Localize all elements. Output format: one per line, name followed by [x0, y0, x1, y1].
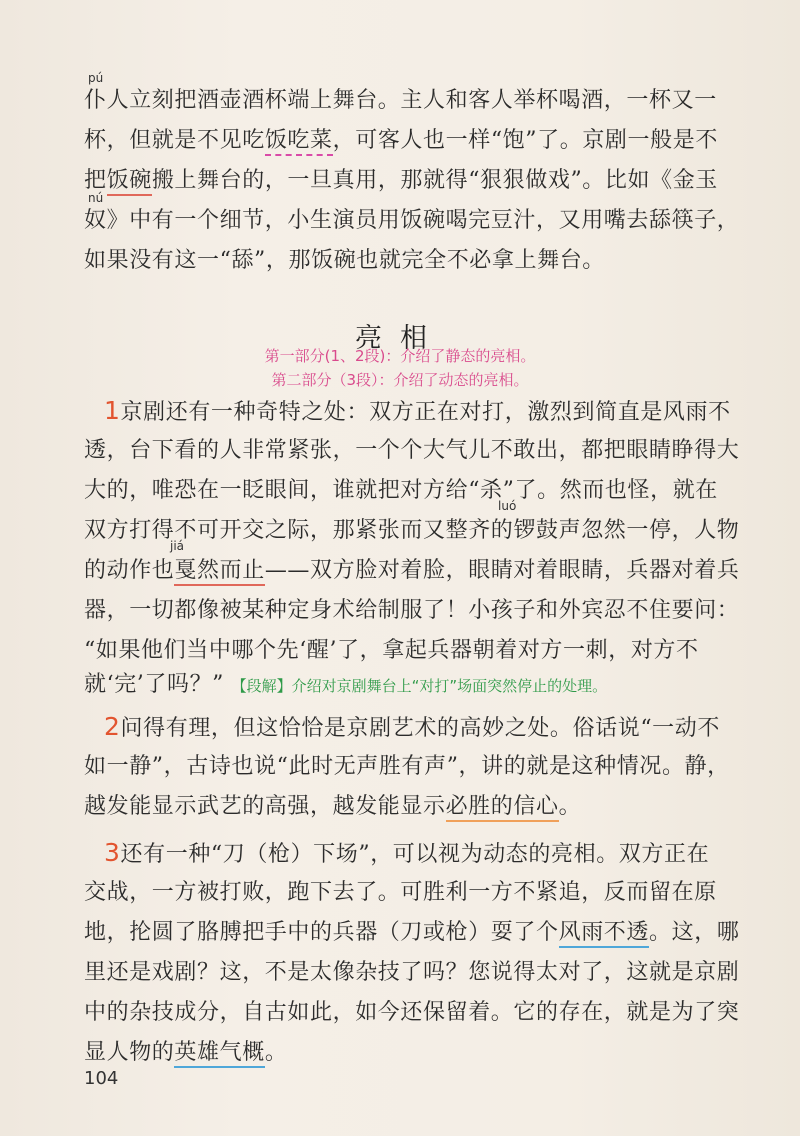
text-line: 如一静”，古诗也说“此时无声胜有声”，讲的就是这种情况。静， — [84, 754, 730, 779]
text-line: 奴》中有一个细节，小生演员用饭碗喝完豆汁，又用嘴去舔筷子， — [84, 208, 740, 233]
underlined-phrase: 戛然而止 — [174, 558, 264, 586]
text-line — [84, 1038, 724, 1068]
text-line: 中的杂技成分，自古如此，如今还保留着。它的存在，就是为了突 — [84, 1000, 740, 1025]
paragraph-number: 1 — [104, 396, 121, 425]
text-segment: 把 — [84, 168, 107, 193]
text-line — [84, 918, 740, 948]
text-line: 大的，唯恐在一眨眼间，谁就把对方给“杀”了。然而也怪，就在 — [84, 478, 718, 503]
underlined-phrase: 风雨不透 — [559, 920, 649, 948]
text-segment: 。 — [264, 1040, 288, 1065]
text-segment: 还有一种“刀（枪）下场”，可以视为动态的亮相。双方正在 — [120, 842, 710, 867]
text-line — [84, 126, 724, 156]
page-number: 104 — [84, 1068, 119, 1089]
text-segment: 地，抡圆了胳膊把手中的兵器（刀或枪）耍了个 — [84, 920, 559, 945]
text-segment: 问得有理，但这恰恰是京剧艺术的高妙之处。俗话说“一动不 — [120, 716, 720, 741]
text-segment: 就‘完’了吗？” — [84, 672, 225, 697]
paragraph-number: 2 — [104, 712, 121, 741]
section-title: 亮相 — [355, 323, 445, 354]
pinyin-jia: jiá — [170, 539, 185, 553]
text-segment: ，可客人也一样“饱”了。京剧一般是不 — [332, 128, 718, 153]
text-line: 里还是戏剧？这，不是太像杂技了吗？您说得太对了，这就是京剧 — [84, 960, 740, 985]
text-line: “如果他们当中哪个先‘醒’了，拿起兵器朝着对方一刺，对方不 — [84, 638, 699, 663]
pinyin-nu: nú — [88, 191, 104, 205]
text-line: 透，台下看的人非常紧张，一个个大气儿不敢出，都把眼睛睁得大 — [84, 438, 740, 463]
text-segment: 搬上舞台的，一旦真用，那就得“狠狠做戏”。比如《金玉 — [151, 168, 718, 193]
text-segment: 。 — [558, 794, 582, 819]
paragraph-annotation: 【段解】介绍对京剧舞台上“对打”场面突然停止的处理。 — [231, 677, 608, 695]
text-segment: 。这，哪 — [649, 920, 740, 945]
text-line — [84, 670, 724, 701]
text-line — [104, 838, 744, 870]
structure-note: 第二部分（3段）：介绍了动态的亮相。 — [271, 371, 529, 389]
underlined-phrase: 饭碗 — [107, 168, 152, 196]
text-line — [84, 792, 724, 822]
text-line — [104, 396, 744, 428]
text-segment: 显人物的 — [84, 1040, 175, 1065]
underlined-phrase: 饭吃菜 — [265, 128, 333, 156]
underlined-phrase: 必胜的信心 — [446, 794, 559, 822]
text-segment: 杯，但就是不见吃 — [84, 128, 265, 153]
text-line — [104, 712, 744, 744]
text-line: 双方打得不可开交之际，那紧张而又整齐的锣鼓声忽然一停，人物 — [84, 518, 740, 543]
pinyin-luo: luó — [498, 499, 517, 513]
paragraph-number: 3 — [104, 838, 121, 867]
structure-note: 第一部分(1、2段)：介绍了静态的亮相。 — [264, 347, 536, 365]
text-line: 交战，一方被打败，跑下去了。可胜利一方不紧追，反而留在原 — [84, 880, 717, 905]
text-line: 仆人立刻把酒壶酒杯端上舞台。主人和客人举杯喝酒，一杯又一 — [84, 88, 717, 113]
text-line: 如果没有这一“舔”，那饭碗也就完全不必拿上舞台。 — [84, 248, 605, 273]
pinyin-pu: pú — [88, 71, 104, 85]
text-line — [84, 166, 724, 196]
text-line: 器，一切都像被某种定身术给制服了！小孩子和外宾忍不住要问： — [84, 598, 740, 623]
text-segment: 京剧还有一种奇特之处：双方正在对打，激烈到简直是风雨不 — [120, 400, 731, 425]
underlined-phrase: 英雄气概 — [174, 1040, 264, 1068]
text-segment: 越发能显示武艺的高强，越发能显示 — [84, 794, 446, 819]
text-line — [84, 556, 740, 586]
text-segment: 的动作也 — [84, 558, 175, 583]
text-segment: ——双方脸对着脸，眼睛对着眼睛，兵器对着兵 — [264, 558, 740, 583]
